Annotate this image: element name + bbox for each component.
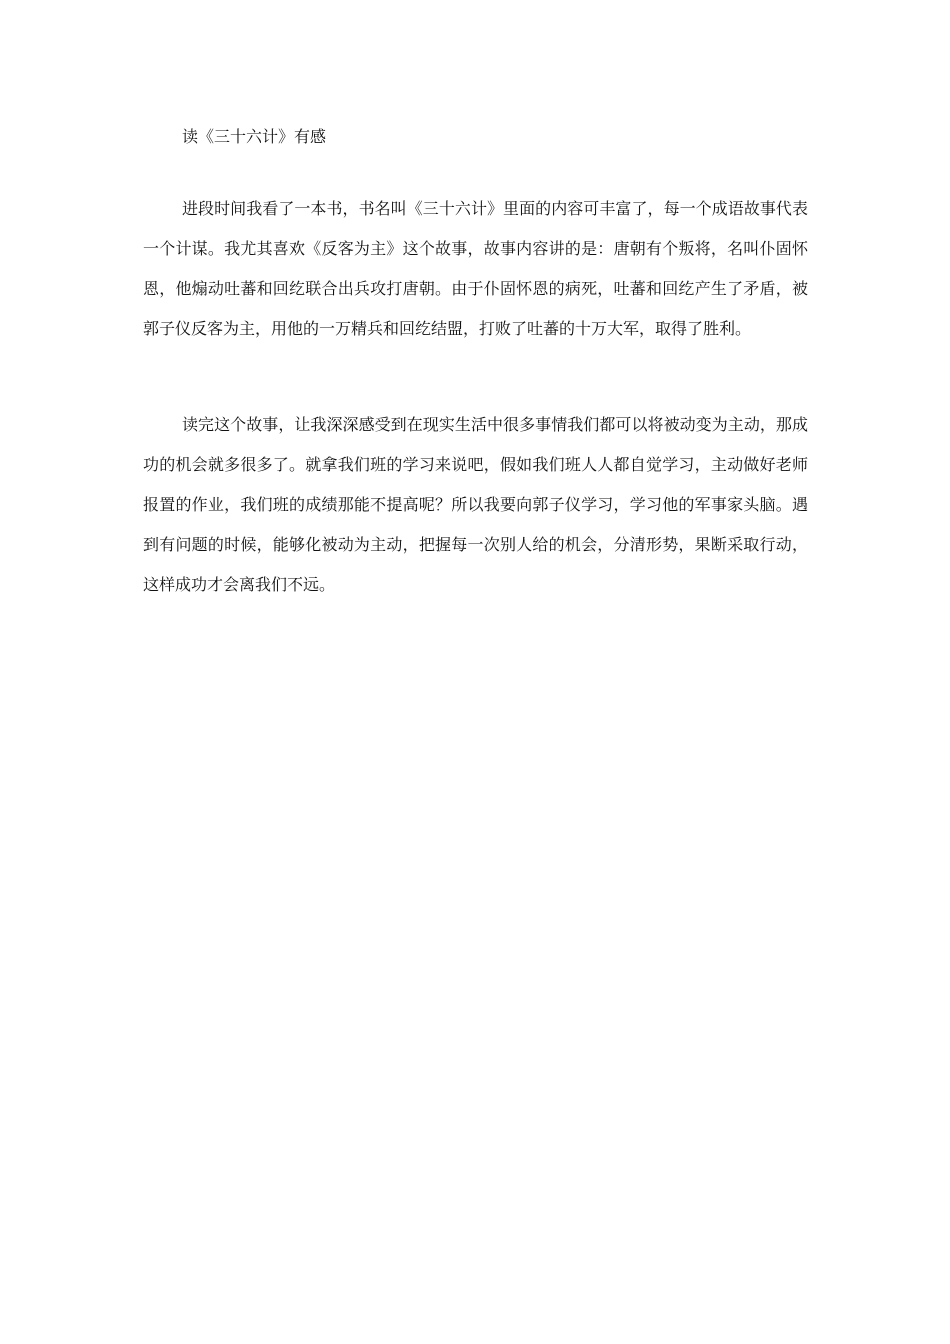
paragraph-1: 进段时间我看了一本书，书名叫《三十六计》里面的内容可丰富了，每一个成语故事代表一个计谋。我尤其喜欢《反客为主》这个故事，故事内容讲的是：唐朝有个叛将，名叫仆固怀恩，他煽动吐蕃和回纥联合出兵攻打唐朝。由于仆固怀恩的病死，吐蕃和回纥产生了矛盾，被郭子仪反客为主，用他的一万精兵和回纥结盟，打败了吐蕃的十万大军，取得了胜利。 xyxy=(143,199,808,338)
paragraph-2: 读完这个故事，让我深深感受到在现实生活中很多事情我们都可以将被动变为主动，那成功的机会就多很多了。就拿我们班的学习来说吧，假如我们班人人都自觉学习，主动做好老师报置的作业，我们班的成绩那能不提高呢？所以我要向郭子仪学习，学习他的军事家头脑。遇到有问题的时候，能够化被动为主动，把握每一次别人给的机会，分清形势，果断采取行动，这样成功才会离我们不远。 xyxy=(143,415,808,594)
document-title: 读《三十六计》有感 xyxy=(182,127,327,146)
